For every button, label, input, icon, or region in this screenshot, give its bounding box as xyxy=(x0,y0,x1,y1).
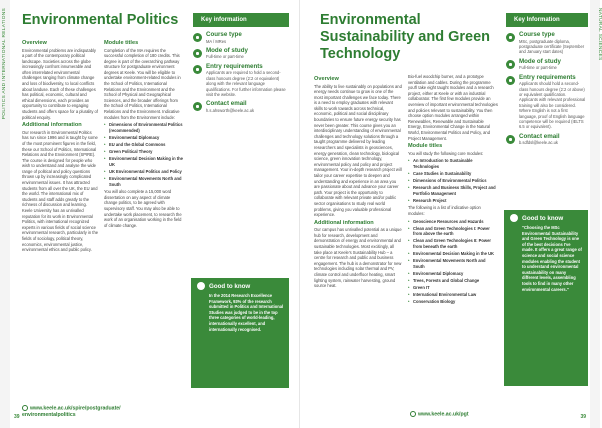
left-key-info-header: Key information xyxy=(193,13,289,27)
ki-value: MSc, postgraduate diploma, postgraduate certificate (September and January start dates) xyxy=(519,38,585,55)
list-item: • Environmental Decision Making in the UK xyxy=(104,156,184,167)
list-item: • Environmental Decision Making in the UK xyxy=(408,251,498,257)
list-item: • Dimensions of Environmental Politics (recommended) xyxy=(104,122,184,133)
footer-url-text: www.keele.ac.uk/spire/postgraduate/ environmentalpolitics xyxy=(22,405,121,418)
left-additional-text: Our research in Environmental Politics has run since 1996 and is taught by some of the most prominent figures in the field, these our School of Politics, International Relations and the Environment (SPIRE). The course is designed for people who wish to understand and analyse the wide range of political and policy questions thrown up by increasingly complicated environmental issues. It has attracted students from all over the UK, the EU and the world. The international mix of students and staff adds greatly to the richness of discussion and learning. Keele University has an unrivalled reputation for its work in Environmental Politics, with international recognized experts in various fields of social science environmental research, particularly in the fields of sociology, political theory, economics, environmental justice, environmental ethics and public policy. xyxy=(22,129,98,253)
left-ki-course-type xyxy=(193,32,289,44)
ki-label: Contact email xyxy=(519,132,560,140)
left-module-intro: Completion of the MA requires the successful completion of 180 credits. This degree is part of the overarching pathway structure for postgraduate environment degrees at Keele. You will be eligible to undertake environment-related modules in the School of Politics, International Relations and the Environment and the School of Physical and Geographical Sciences, and the broader offerings from the School of Politics, International Relations and the Environment. Indicative modules from the Environment include: xyxy=(104,47,181,120)
right-overview-heading: Overview xyxy=(314,76,339,82)
left-ki-entry xyxy=(193,64,289,98)
ki-value: Applicants should hold a second-class honours degree (2:2 or above) or equivalent qualification. Applicants with relevant professional training will also be considered. Where English is not a first language, proof of English language competence will be required (IELTS 6.5 or equivalent). xyxy=(519,81,586,130)
ki-label: Mode of study xyxy=(519,57,561,65)
footer-url-text: www.keele.ac.uk/pgt xyxy=(418,411,469,418)
clock-icon xyxy=(193,49,202,58)
list-item: • EU and the Global Commons xyxy=(104,142,184,148)
right-page-number: 39 xyxy=(580,414,586,420)
ki-value: Full-time or part-time xyxy=(519,65,557,71)
left-key-info xyxy=(193,32,289,117)
left-additional-heading: Additional information xyxy=(22,122,82,129)
ki-label: Course type xyxy=(519,31,555,38)
left-overview-heading: Overview xyxy=(22,40,47,46)
right-additional-text: Our campus has unrivalled potential as a unique hub for research, development and demonstration of energy and environmental and sustainable technologies. Most excitingly, all take place at Keele's Sustainability Hub – a centre for research and public and business engagement. The hub is a demonstrator for new technologies including solar thermal and PV, climate control and underfloor heating, smart lighting system, rainwater harvesting, ground source heat. xyxy=(314,227,402,289)
list-item: • UK Environmental Politics and Policy xyxy=(104,169,184,175)
right-ki-course-type xyxy=(506,32,586,55)
right-module-heading: Module titles xyxy=(408,143,443,150)
contact-email-link[interactable]: h.s.ahsworth@keele.ac.uk xyxy=(206,107,255,113)
right-side-tab xyxy=(590,0,600,428)
right-good-to-know-text: "Choosing the MSc Environmental Sustainability and Green Technology is one of the best decisions I've made. It offers a great range of science and social science modules enabling the student to understand environmental sustainability on many different levels, assembling tools to find in many other environmental careers." xyxy=(522,225,582,292)
list-item: • Research Project xyxy=(408,198,498,204)
list-item: • An Introduction to Sustainable Technologies xyxy=(408,158,498,169)
left-ki-mode xyxy=(193,48,289,60)
ki-label: Entry requirements xyxy=(206,62,263,70)
left-side-tab xyxy=(0,0,10,428)
list-item: • Research and Business Skills, Project and Portfolio Management xyxy=(408,185,498,196)
left-ki-contact xyxy=(193,101,289,113)
list-item: • Trees, Forests and Global Change xyxy=(408,278,498,284)
right-optional-intro: The following is a list of indicative option modules: xyxy=(408,205,481,216)
right-overview-text: The ability to live sustainably on populations and energy needs continue to grow is one of the most important challenges we face today. There is a need to employ graduates with relevant skills to work towards across technical, economic, political and social disciplinary boundaries to ensure future energy security has never been greater. This course gives you an interdisciplinary understanding of environmental challenges and technology solutions through a taught programme delivered by leading researchers and specialists in geosciences, energy generation, clean technology, biological science, green innovation technology, environmental policy and policy and project management. Your in-depth research project will tailor your career expertise to deepen and understanding and experience in an area you are passionate about and advance your career path. Your project is the opportunity to collaborate with relevant private and/or public sector organisations to study real world problems, giving you valuable professional experience. xyxy=(314,83,402,218)
right-optional-module-list xyxy=(408,219,498,305)
list-item: • Dimensions of Environmental Politics xyxy=(408,178,498,184)
list-item: • Environmental Movements North and South xyxy=(104,176,184,187)
right-ki-mode xyxy=(506,59,586,71)
list-item: • Case Studies in Sustainability xyxy=(408,171,498,177)
right-good-to-know-heading: Good to know xyxy=(504,210,588,225)
ki-value: Applicants are required to hold a second-class honours degree (2:2 or equivalent) along with the relevant language qualifications. For further information please visit the website. xyxy=(206,70,286,97)
right-good-to-know xyxy=(504,210,588,386)
globe-icon xyxy=(410,411,416,417)
checklist-icon xyxy=(506,76,515,85)
left-side-label: POLITICS AND INTERNATIONAL RELATIONS xyxy=(2,8,7,120)
list-item: • Environmental Diplomacy xyxy=(104,135,184,141)
ki-label: Contact email xyxy=(206,100,247,108)
right-core-module-list xyxy=(408,158,498,203)
list-item: • Green IT xyxy=(408,285,498,291)
ki-label: Entry requirements xyxy=(519,73,576,81)
list-item: • International Environmental Law xyxy=(408,292,498,298)
right-page-title: Environmental Sustainability and Green Technology xyxy=(320,12,491,62)
right-key-info-header: Key Information xyxy=(506,13,588,27)
ki-value: Full-time or part-time xyxy=(206,54,244,60)
contact-email-link[interactable]: b.sdfdsl@keele.ac.uk xyxy=(519,140,558,146)
email-icon xyxy=(193,102,202,111)
right-col2-text: Bio-fuel woodchip burner, and a prototype ventilation and cables. During the programme you'll take eight taught modules and a research project, either at Keele or with an industrial collaborator. The first few modules provide an overview of important environmental technologies and policies relevant to sustainability. You then choose option modules arranged within Renewables, Renewable and Sustainable Energy, Environmental Change in the Natural World, Environmental Politics and Policy, and Project Management. xyxy=(408,74,498,141)
list-item: • Conservation Biology xyxy=(408,299,498,305)
left-page xyxy=(0,0,300,428)
list-item: • Environmental Diplomacy xyxy=(408,271,498,277)
globe-icon xyxy=(22,405,28,411)
right-ki-contact xyxy=(506,134,586,146)
list-item: • Clean and Green Technologies II: Power from beneath the earth xyxy=(408,238,498,249)
list-item: • Geoscience Resources and Hazards xyxy=(408,219,498,225)
ki-label: Mode of study xyxy=(206,46,248,54)
right-side-label: NATURAL SCIENCES xyxy=(597,8,602,61)
right-module-intro: You will study the following core modules: xyxy=(408,150,484,156)
left-column-2 xyxy=(104,38,184,230)
clock-icon xyxy=(506,60,515,69)
left-good-to-know-text: In the 2014 Research Excellence Framework, 93% of the research submitted in Politics and International Studies was judged to be in the top three categories of world-leading, internationally excellent, and internationally recognised. xyxy=(209,293,284,332)
left-page-title: Environmental Politics xyxy=(22,12,179,28)
left-module-outro: You will also complete a 15,000 word dissertation on any aspect of climate change politics, to be agreed with supervisory staff. You may also be able to undertake work placement, to research the work of an organisation working in the field of climate change. xyxy=(104,189,182,228)
graduation-icon xyxy=(506,33,515,42)
graduation-icon xyxy=(193,33,202,42)
left-overview-text: Environmental problems are indisputably a part of the contemporary political landscape. Societies across the globe increasingly confront innumerable and often interrelated environmental challenges ranging from climate change and loss of biodiversity, to local conflicts about landuse. Each of these challenges has political, economic, cultural and ethical dimensions, each provides an opportunity to contribute to engaging students and offers space for a plurality of political enquiry. xyxy=(22,47,98,120)
right-additional-heading: Additional information xyxy=(314,219,374,226)
left-module-heading: Module titles xyxy=(104,40,139,46)
right-page xyxy=(300,0,600,428)
right-ki-entry xyxy=(506,75,586,130)
email-icon xyxy=(506,135,515,144)
ki-label: Course type xyxy=(206,31,242,38)
left-module-list xyxy=(104,122,184,187)
right-key-info xyxy=(506,32,586,150)
left-footer-url[interactable] xyxy=(22,405,172,418)
right-footer-url[interactable] xyxy=(410,411,510,418)
checklist-icon xyxy=(193,65,202,74)
left-column-1 xyxy=(22,38,98,255)
left-page-number: 39 xyxy=(14,414,20,420)
list-item: • Clean and Green Technologies I: Power from above the earth xyxy=(408,226,498,237)
list-item: • Green Political Theory xyxy=(104,149,184,155)
left-good-to-know xyxy=(191,278,289,388)
ki-value: MA / MRes xyxy=(206,38,227,44)
list-item: • Environmental Movements North and South xyxy=(408,258,498,269)
right-column-2 xyxy=(408,74,498,307)
right-column-1 xyxy=(314,74,402,291)
left-good-to-know-heading: Good to know xyxy=(191,278,289,293)
